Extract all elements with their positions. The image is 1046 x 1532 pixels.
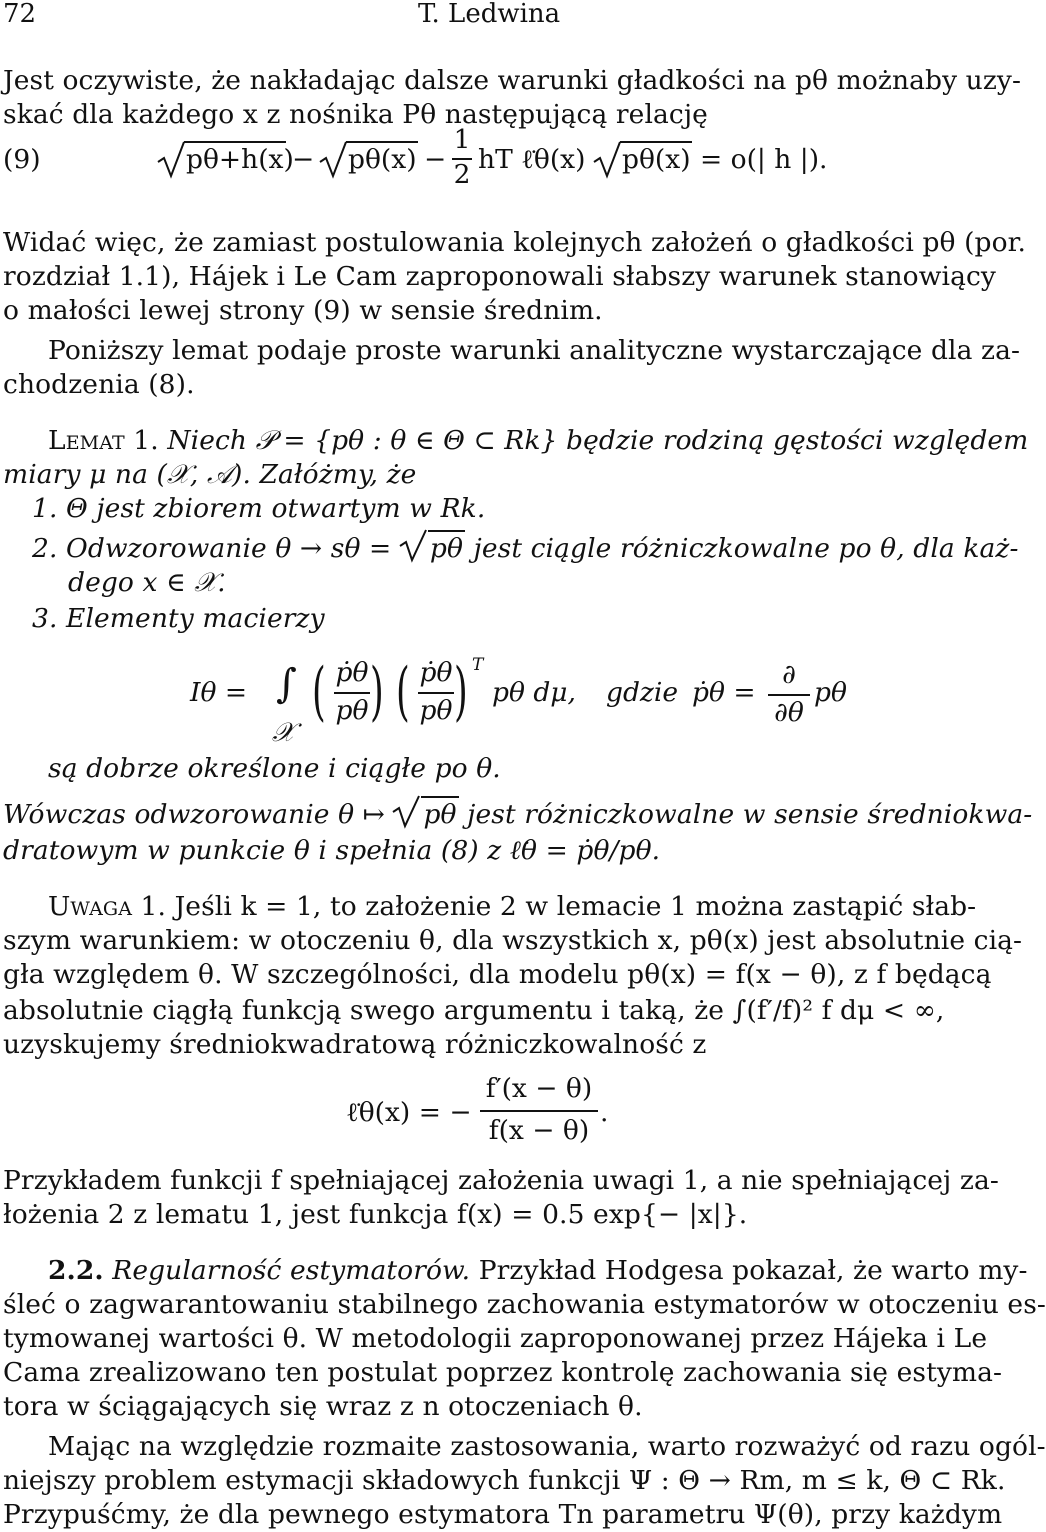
conclusion1-a: Wówczas odwzorowanie θ ↦ [3,799,385,830]
remark-eq-bar [480,1110,598,1112]
conclusion1-b: jest różniczkowalne w sensie średniokwa- [467,799,1033,830]
eq9-minus2: − [424,144,447,175]
lemma-title: Lemat 1. [48,425,159,456]
para2-line1: Widać więc, że zamiast postulowania kolejnych założeń o gładkości pθ (por. [3,227,1027,258]
section-line1: Przykład Hodgesa pokazał, że warto my- [478,1255,1028,1286]
conclusion-root [421,796,458,832]
remark-first-line [48,890,998,924]
lemma-item1: 1. Θ jest zbiorem otwartym w Rk. [32,493,486,524]
para5-line3: Przypuśćmy, że dla pewnego estymatora Tn parametru Ψ(θ), przy każdym [3,1499,1003,1530]
remark-line5: uzyskujemy średniokwadratową różniczkowalność z [3,1029,707,1060]
para1-line1: Jest oczywiste, że nakładając dalsze warunki gładkości na pθ możnaby uzy- [3,65,1022,96]
paren-open-1: ( [312,655,326,729]
gdzie: gdzie [606,677,679,708]
conclusion-root-content: pθ [423,799,457,830]
remark-eq-lhs: ℓ̇θ(x) = − [346,1097,472,1128]
paren-open-2: ( [396,655,410,729]
section-line4: Cama zrealizowano ten postulat poprzez kontrolę zachowania się estyma- [3,1357,1003,1388]
eq9-term2: pθ(x) [348,144,417,175]
eq9-minus1: − [292,144,315,175]
item2-root-content: pθ [429,533,463,564]
lemma-item2 [32,530,1019,566]
ratio1-den: pθ [335,695,369,726]
sqrt-bar-3 [620,141,692,143]
remark-title: Uwaga 1. [48,891,167,922]
remark-line3: gła względem θ. W szczególności, dla modelu pθ(x) = f(x − θ), z f będącą [3,959,992,990]
item2-sqrt-sign [400,528,426,562]
para1-line2: skać dla każdego x z nośnika Pθ następującą relację [3,99,708,130]
section-first-line [48,1254,1028,1288]
lemma-line1: Niech 𝒫 = {pθ : θ ∈ Θ ⊂ Rk} będzie rodziną gęstości względem [167,425,1029,456]
sqrt-bar-2 [346,141,418,143]
running-title: T. Ledwina [418,0,561,29]
item2-root [428,530,465,566]
ratio2-den: pθ [419,695,453,726]
partial-den: ∂θ [774,697,804,728]
paren-close-2: ) [454,655,468,729]
lemma-item3: 3. Elementy macierzy [32,603,325,634]
paren-close-1: ) [370,655,384,729]
matrix-tail: pθ dμ, [492,677,576,708]
transpose: T [472,655,484,675]
lemma-item2-b: jest ciągle różniczkowalne po θ, dla każ- [473,533,1019,564]
para5-line1: Mając na względzie rozmaite zastosowania, warto rozważyć od razu ogól- [48,1431,1046,1462]
remark-line1: Jeśli k = 1, to założenie 2 w lemacie 1 można zastąpić słab- [174,891,977,922]
eq9-frac-num: 1 [453,124,471,155]
para2-line3: o małości lewej strony (9) w sensie średnim. [3,295,603,326]
ratio1-bar [334,692,370,694]
partial-bar [768,694,810,696]
eq9-rhs: = o(| h |). [700,144,828,175]
eq9-term1: pθ+h(x) [186,144,294,175]
ratio1-num: ṗθ [335,657,369,688]
eq9-label: (9) [3,144,41,175]
para4-line1: Przykładem funkcji f spełniającej założenia uwagi 1, a nie spełniającej za- [3,1165,999,1196]
after-matrix: są dobrze określone i ciągłe po θ. [48,753,501,784]
ratio2-num: ṗθ [419,657,453,688]
pdot-def: ṗθ = [692,677,756,708]
para3-line2: chodzenia (8). [3,369,195,400]
page-number: 72 [3,0,37,29]
conclusion-line1 [3,796,1033,832]
lemma-item2-c: dego x ∈ 𝒳. [68,567,226,598]
para4-line2: łożenia 2 z lematu 1, jest funkcja f(x) = 0.5 exp{− |x|}. [3,1199,748,1230]
eq9-frac-den: 2 [453,159,471,190]
remark-eq-end: . [600,1097,609,1128]
remark-line4: absolutnie ciągłą funkcją swego argumentu i taką, że ∫(f′/f)² f dμ < ∞, [3,995,945,1026]
section-title: Regularność estymatorów. [112,1255,471,1286]
sqrt-bar-1 [184,141,286,143]
para5-line2: niejszy problem estymacji składowych funkcji Ψ : Θ → Rm, m ≤ k, Θ ⊂ Rk. [3,1465,1006,1496]
partial-num: ∂ [782,659,796,690]
integral-sub: 𝒳 [272,717,295,748]
para3-line1: Poniższy lemat podaje proste warunki analityczne wystarczające dla za- [48,335,1021,366]
matrix-lhs: Iθ = [190,677,248,708]
eq9-term4: pθ(x) [622,144,691,175]
section-line3: tymowanej wartości θ. W metodologii zaproponowanej przez Hájeka i Le [3,1323,988,1354]
section-number: 2.2. [48,1255,104,1286]
partial-tail: pθ [814,677,847,708]
para2-line2: rozdział 1.1), Hájek i Le Cam zaproponowali słabszy warunek stanowiący [3,261,996,292]
remark-eq-den: f(x − θ) [488,1115,590,1146]
conclusion-sqrt-sign [393,794,419,828]
lemma-line2: miary μ na (𝒳, 𝒜). Załóżmy, że [3,459,417,490]
ratio2-bar [418,692,454,694]
remark-eq-num: f′(x − θ) [485,1073,593,1104]
remark-line2: szym warunkiem: w otoczeniu θ, dla wszystkich x, pθ(x) jest absolutnie cią- [3,925,1023,956]
section-line2: śleć o zagwarantowaniu stabilnego zachowania estymatorów w otoczeniu es- [3,1289,1046,1320]
section-line5: tora w ściągających się wraz z n otoczeniach θ. [3,1391,643,1422]
lemma-first-line [48,424,1029,458]
lemma-item2-a: 2. Odwzorowanie θ → sθ = [32,533,392,564]
integral-sign: ∫ [276,661,297,707]
sqrt-sign-3 [594,140,624,180]
sqrt-sign-1 [158,140,188,180]
sqrt-sign-2 [320,140,350,180]
conclusion-line2: dratowym w punkcie θ i spełnia (8) z ℓ̇θ = ṗθ/pθ. [3,835,661,866]
eq9-term3: hT ℓ̇θ(x) [478,144,586,175]
